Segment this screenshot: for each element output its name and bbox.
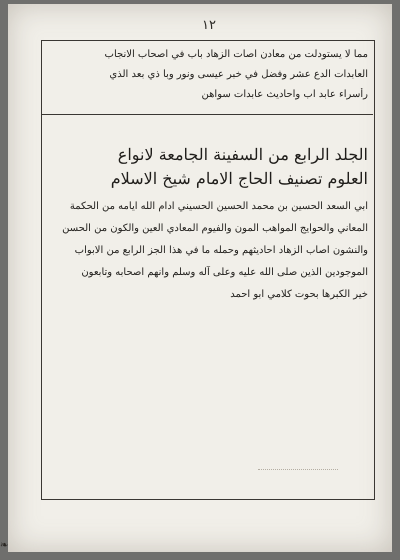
body-line: المعاني والحوايج المواهب المون والفيوم المعادي العين والكون من الحسن [62, 223, 368, 234]
body-line: الموجودين الذين صلى الله عليه وعلى آله وسلم وانهم اصحابه وتابعون [81, 267, 368, 278]
header-line: مما لا يستودلت من معادن اصات الزهاد باب في اصحاب الانجاب [104, 49, 368, 60]
manuscript-page [8, 4, 392, 552]
body-line: خير الكبرها بحوت كلامي ابو احمد [230, 289, 368, 300]
body-line: والنشون اصاب الزهاد احاديثهم وحمله ما في هذا الجز الرابع من الابواب [74, 245, 368, 256]
header-line: رأسراء عابد اب واحاديث عابدات سواهن [201, 89, 368, 100]
corner-flourish-icon: ❧ [0, 540, 9, 551]
header-line: العابدات الدع عشر وفضل في خبر عيسى ونور وبا ذي بعد الذي [109, 69, 368, 80]
title-line: العلوم تصنيف الحاج الامام شيخ الاسلام [110, 169, 368, 188]
faded-marks [258, 469, 338, 472]
page-number: ١٢ [202, 18, 216, 33]
header-divider [41, 114, 373, 115]
body-line: ابي السعد الحسين بن محمد الحسين الحسيني ادام الله ايامه من الحكمة [69, 201, 368, 212]
title-line: الجلد الرابع من السفينة الجامعة لانواع [117, 145, 368, 164]
